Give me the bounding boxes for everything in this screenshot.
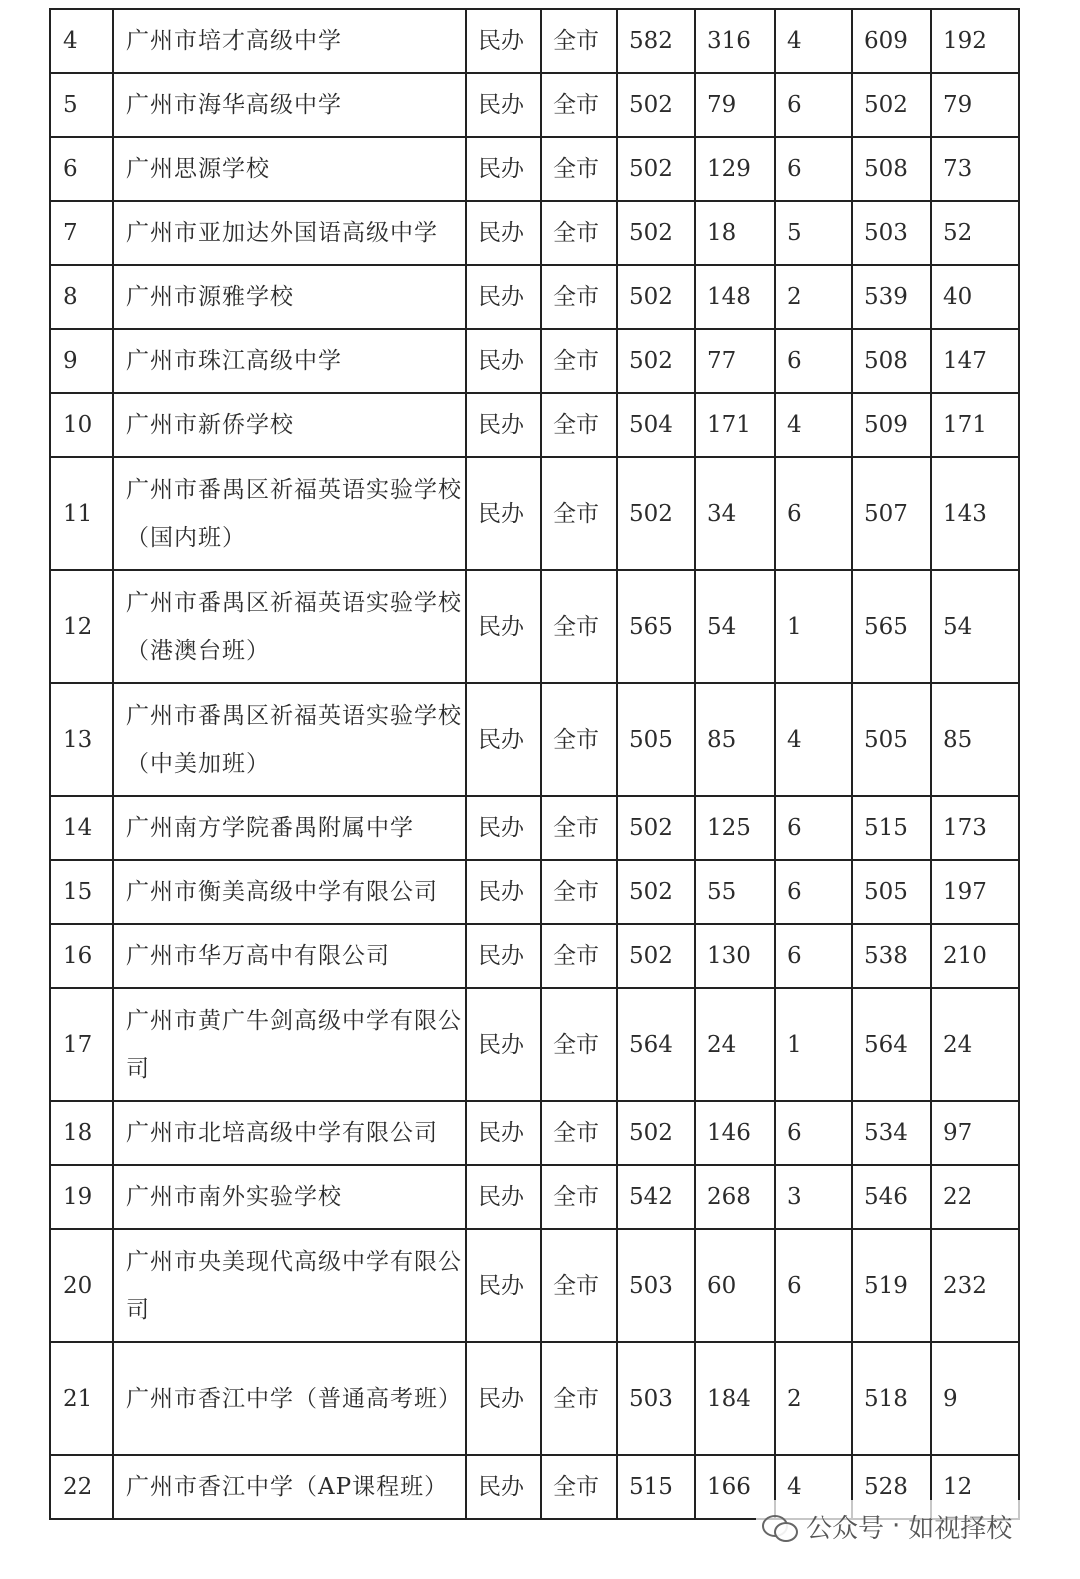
school-type-cell: 民办 — [466, 1229, 541, 1342]
score-d-cell: 519 — [852, 1229, 931, 1342]
count-e-cell: 97 — [931, 1101, 1019, 1165]
school-name-cell: 广州市黄广牛剑高级中学有限公司 — [113, 988, 466, 1101]
count-e-cell: 147 — [931, 329, 1019, 393]
watermark-separator: · — [892, 1511, 901, 1541]
score-d-cell: 505 — [852, 860, 931, 924]
enrollment-scope-cell: 全市 — [541, 73, 617, 137]
value-c-cell: 4 — [775, 683, 852, 796]
count-b-cell: 146 — [695, 1101, 775, 1165]
table-row — [50, 1229, 1019, 1342]
score-a-cell: 503 — [617, 1229, 695, 1342]
school-name-cell: 广州市亚加达外国语高级中学 — [113, 201, 466, 265]
count-e-cell: 9 — [931, 1342, 1019, 1455]
score-a-cell: 502 — [617, 1101, 695, 1165]
enrollment-scope-cell: 全市 — [541, 457, 617, 570]
enrollment-scope-cell: 全市 — [541, 683, 617, 796]
table-row — [50, 137, 1019, 201]
count-b-cell: 166 — [695, 1455, 775, 1519]
value-c-cell: 6 — [775, 457, 852, 570]
row-number-cell: 12 — [50, 570, 113, 683]
score-d-cell: 508 — [852, 329, 931, 393]
row-number-cell: 8 — [50, 265, 113, 329]
table-row — [50, 265, 1019, 329]
table-body — [50, 9, 1019, 1519]
score-d-cell: 515 — [852, 796, 931, 860]
row-number-cell: 22 — [50, 1455, 113, 1519]
table-row — [50, 73, 1019, 137]
enrollment-scope-cell: 全市 — [541, 393, 617, 457]
score-d-cell: 502 — [852, 73, 931, 137]
wechat-bubble-icon — [762, 1511, 798, 1541]
count-e-cell: 54 — [931, 570, 1019, 683]
count-e-cell: 232 — [931, 1229, 1019, 1342]
count-b-cell: 268 — [695, 1165, 775, 1229]
value-c-cell: 6 — [775, 796, 852, 860]
value-c-cell: 5 — [775, 201, 852, 265]
enrollment-scope-cell: 全市 — [541, 1455, 617, 1519]
school-name-cell: 广州市华万高中有限公司 — [113, 924, 466, 988]
school-type-cell: 民办 — [466, 201, 541, 265]
table-row — [50, 570, 1019, 683]
score-d-cell: 539 — [852, 265, 931, 329]
school-name-cell: 广州市北培高级中学有限公司 — [113, 1101, 466, 1165]
score-a-cell: 515 — [617, 1455, 695, 1519]
enrollment-scope-cell: 全市 — [541, 796, 617, 860]
school-name-cell: 广州市番禺区祈福英语实验学校（港澳台班） — [113, 570, 466, 683]
count-b-cell: 148 — [695, 265, 775, 329]
count-b-cell: 125 — [695, 796, 775, 860]
count-e-cell: 40 — [931, 265, 1019, 329]
score-d-cell: 534 — [852, 1101, 931, 1165]
count-e-cell: 85 — [931, 683, 1019, 796]
count-b-cell: 130 — [695, 924, 775, 988]
school-type-cell: 民办 — [466, 73, 541, 137]
enrollment-scope-cell: 全市 — [541, 1229, 617, 1342]
school-name-cell: 广州市香江中学（普通高考班） — [113, 1342, 466, 1455]
table-row — [50, 329, 1019, 393]
value-c-cell: 1 — [775, 570, 852, 683]
school-name-cell: 广州市海华高级中学 — [113, 73, 466, 137]
enrollment-scope-cell: 全市 — [541, 329, 617, 393]
value-c-cell: 1 — [775, 988, 852, 1101]
school-name-cell: 广州南方学院番禺附属中学 — [113, 796, 466, 860]
school-name-cell: 广州市番禺区祈福英语实验学校（中美加班） — [113, 683, 466, 796]
score-d-cell: 564 — [852, 988, 931, 1101]
score-a-cell: 502 — [617, 265, 695, 329]
score-d-cell: 507 — [852, 457, 931, 570]
table-row — [50, 1101, 1019, 1165]
enrollment-scope-cell: 全市 — [541, 924, 617, 988]
count-b-cell: 18 — [695, 201, 775, 265]
count-b-cell: 60 — [695, 1229, 775, 1342]
count-b-cell: 55 — [695, 860, 775, 924]
row-number-cell: 7 — [50, 201, 113, 265]
row-number-cell: 14 — [50, 796, 113, 860]
count-b-cell: 24 — [695, 988, 775, 1101]
count-e-cell: 73 — [931, 137, 1019, 201]
count-e-cell: 192 — [931, 9, 1019, 73]
school-type-cell: 民办 — [466, 683, 541, 796]
value-c-cell: 3 — [775, 1165, 852, 1229]
school-type-cell: 民办 — [466, 988, 541, 1101]
table-row — [50, 393, 1019, 457]
count-b-cell: 171 — [695, 393, 775, 457]
row-number-cell: 20 — [50, 1229, 113, 1342]
value-c-cell: 2 — [775, 1342, 852, 1455]
score-d-cell: 508 — [852, 137, 931, 201]
table-row — [50, 924, 1019, 988]
count-b-cell: 316 — [695, 9, 775, 73]
count-e-cell: 22 — [931, 1165, 1019, 1229]
table-row — [50, 860, 1019, 924]
table-row — [50, 796, 1019, 860]
count-e-cell: 24 — [931, 988, 1019, 1101]
school-type-cell: 民办 — [466, 924, 541, 988]
row-number-cell: 21 — [50, 1342, 113, 1455]
score-a-cell: 564 — [617, 988, 695, 1101]
value-c-cell: 4 — [775, 393, 852, 457]
table-row — [50, 683, 1019, 796]
school-name-cell: 广州市衡美高级中学有限公司 — [113, 860, 466, 924]
table-row — [50, 988, 1019, 1101]
score-a-cell: 542 — [617, 1165, 695, 1229]
score-a-cell: 502 — [617, 73, 695, 137]
row-number-cell: 17 — [50, 988, 113, 1101]
watermark-prefix: 公众号 — [806, 1513, 885, 1544]
score-a-cell: 504 — [617, 393, 695, 457]
count-b-cell: 54 — [695, 570, 775, 683]
value-c-cell: 6 — [775, 924, 852, 988]
value-c-cell: 6 — [775, 137, 852, 201]
school-name-cell: 广州思源学校 — [113, 137, 466, 201]
row-number-cell: 15 — [50, 860, 113, 924]
score-d-cell: 565 — [852, 570, 931, 683]
score-a-cell: 502 — [617, 329, 695, 393]
value-c-cell: 6 — [775, 1229, 852, 1342]
school-type-cell: 民办 — [466, 137, 541, 201]
count-b-cell: 34 — [695, 457, 775, 570]
score-d-cell: 528 — [852, 1455, 931, 1519]
table-row — [50, 1165, 1019, 1229]
school-type-cell: 民办 — [466, 265, 541, 329]
row-number-cell: 9 — [50, 329, 113, 393]
count-b-cell: 129 — [695, 137, 775, 201]
value-c-cell: 6 — [775, 860, 852, 924]
enrollment-scope-cell: 全市 — [541, 265, 617, 329]
count-e-cell: 79 — [931, 73, 1019, 137]
school-name-cell: 广州市珠江高级中学 — [113, 329, 466, 393]
school-name-cell: 广州市央美现代高级中学有限公司 — [113, 1229, 466, 1342]
value-c-cell: 2 — [775, 265, 852, 329]
count-e-cell: 197 — [931, 860, 1019, 924]
score-a-cell: 502 — [617, 860, 695, 924]
score-a-cell: 582 — [617, 9, 695, 73]
school-type-cell: 民办 — [466, 9, 541, 73]
count-b-cell: 184 — [695, 1342, 775, 1455]
score-a-cell: 503 — [617, 1342, 695, 1455]
score-d-cell: 538 — [852, 924, 931, 988]
enrollment-scope-cell: 全市 — [541, 988, 617, 1101]
cropped-header-fragment — [470, 0, 780, 5]
school-type-cell: 民办 — [466, 393, 541, 457]
school-name-cell: 广州市源雅学校 — [113, 265, 466, 329]
score-a-cell: 505 — [617, 683, 695, 796]
count-e-cell: 171 — [931, 393, 1019, 457]
enrollment-scope-cell: 全市 — [541, 201, 617, 265]
enrollment-scope-cell: 全市 — [541, 1165, 617, 1229]
school-type-cell: 民办 — [466, 457, 541, 570]
school-name-cell: 广州市新侨学校 — [113, 393, 466, 457]
score-d-cell: 518 — [852, 1342, 931, 1455]
value-c-cell: 6 — [775, 73, 852, 137]
count-b-cell: 85 — [695, 683, 775, 796]
value-c-cell: 6 — [775, 1101, 852, 1165]
row-number-cell: 6 — [50, 137, 113, 201]
watermark — [756, 1500, 1020, 1552]
row-number-cell: 13 — [50, 683, 113, 796]
school-type-cell: 民办 — [466, 329, 541, 393]
score-d-cell: 505 — [852, 683, 931, 796]
count-e-cell: 12 — [931, 1455, 1019, 1519]
enrollment-scope-cell: 全市 — [541, 1342, 617, 1455]
score-d-cell: 503 — [852, 201, 931, 265]
school-type-cell: 民办 — [466, 1165, 541, 1229]
score-a-cell: 502 — [617, 796, 695, 860]
enrollment-scope-cell: 全市 — [541, 1101, 617, 1165]
count-b-cell: 79 — [695, 73, 775, 137]
score-d-cell: 546 — [852, 1165, 931, 1229]
school-name-cell: 广州市培才高级中学 — [113, 9, 466, 73]
row-number-cell: 18 — [50, 1101, 113, 1165]
enrollment-scope-cell: 全市 — [541, 860, 617, 924]
school-type-cell: 民办 — [466, 1101, 541, 1165]
score-a-cell: 565 — [617, 570, 695, 683]
score-d-cell: 609 — [852, 9, 931, 73]
school-type-cell: 民办 — [466, 1455, 541, 1519]
table-row — [50, 201, 1019, 265]
row-number-cell: 10 — [50, 393, 113, 457]
table-row — [50, 457, 1019, 570]
value-c-cell: 4 — [775, 9, 852, 73]
school-type-cell: 民办 — [466, 860, 541, 924]
score-d-cell: 509 — [852, 393, 931, 457]
table-row — [50, 1342, 1019, 1455]
count-e-cell: 173 — [931, 796, 1019, 860]
count-e-cell: 52 — [931, 201, 1019, 265]
table-row — [50, 9, 1019, 73]
score-a-cell: 502 — [617, 924, 695, 988]
row-number-cell: 16 — [50, 924, 113, 988]
count-b-cell: 77 — [695, 329, 775, 393]
value-c-cell: 6 — [775, 329, 852, 393]
watermark-account: 如视择校 — [908, 1513, 1013, 1544]
row-number-cell: 11 — [50, 457, 113, 570]
score-a-cell: 502 — [617, 201, 695, 265]
school-name-cell: 广州市番禺区祈福英语实验学校（国内班） — [113, 457, 466, 570]
enrollment-scope-cell: 全市 — [541, 9, 617, 73]
score-a-cell: 502 — [617, 457, 695, 570]
school-type-cell: 民办 — [466, 570, 541, 683]
school-name-cell: 广州市香江中学（AP课程班） — [113, 1455, 466, 1519]
enrollment-scope-cell: 全市 — [541, 137, 617, 201]
school-type-cell: 民办 — [466, 796, 541, 860]
admission-score-table — [49, 8, 1020, 1520]
enrollment-scope-cell: 全市 — [541, 570, 617, 683]
row-number-cell: 4 — [50, 9, 113, 73]
value-c-cell: 4 — [775, 1455, 852, 1519]
school-name-cell: 广州市南外实验学校 — [113, 1165, 466, 1229]
count-e-cell: 143 — [931, 457, 1019, 570]
score-a-cell: 502 — [617, 137, 695, 201]
row-number-cell: 5 — [50, 73, 113, 137]
row-number-cell: 19 — [50, 1165, 113, 1229]
school-type-cell: 民办 — [466, 1342, 541, 1455]
count-e-cell: 210 — [931, 924, 1019, 988]
